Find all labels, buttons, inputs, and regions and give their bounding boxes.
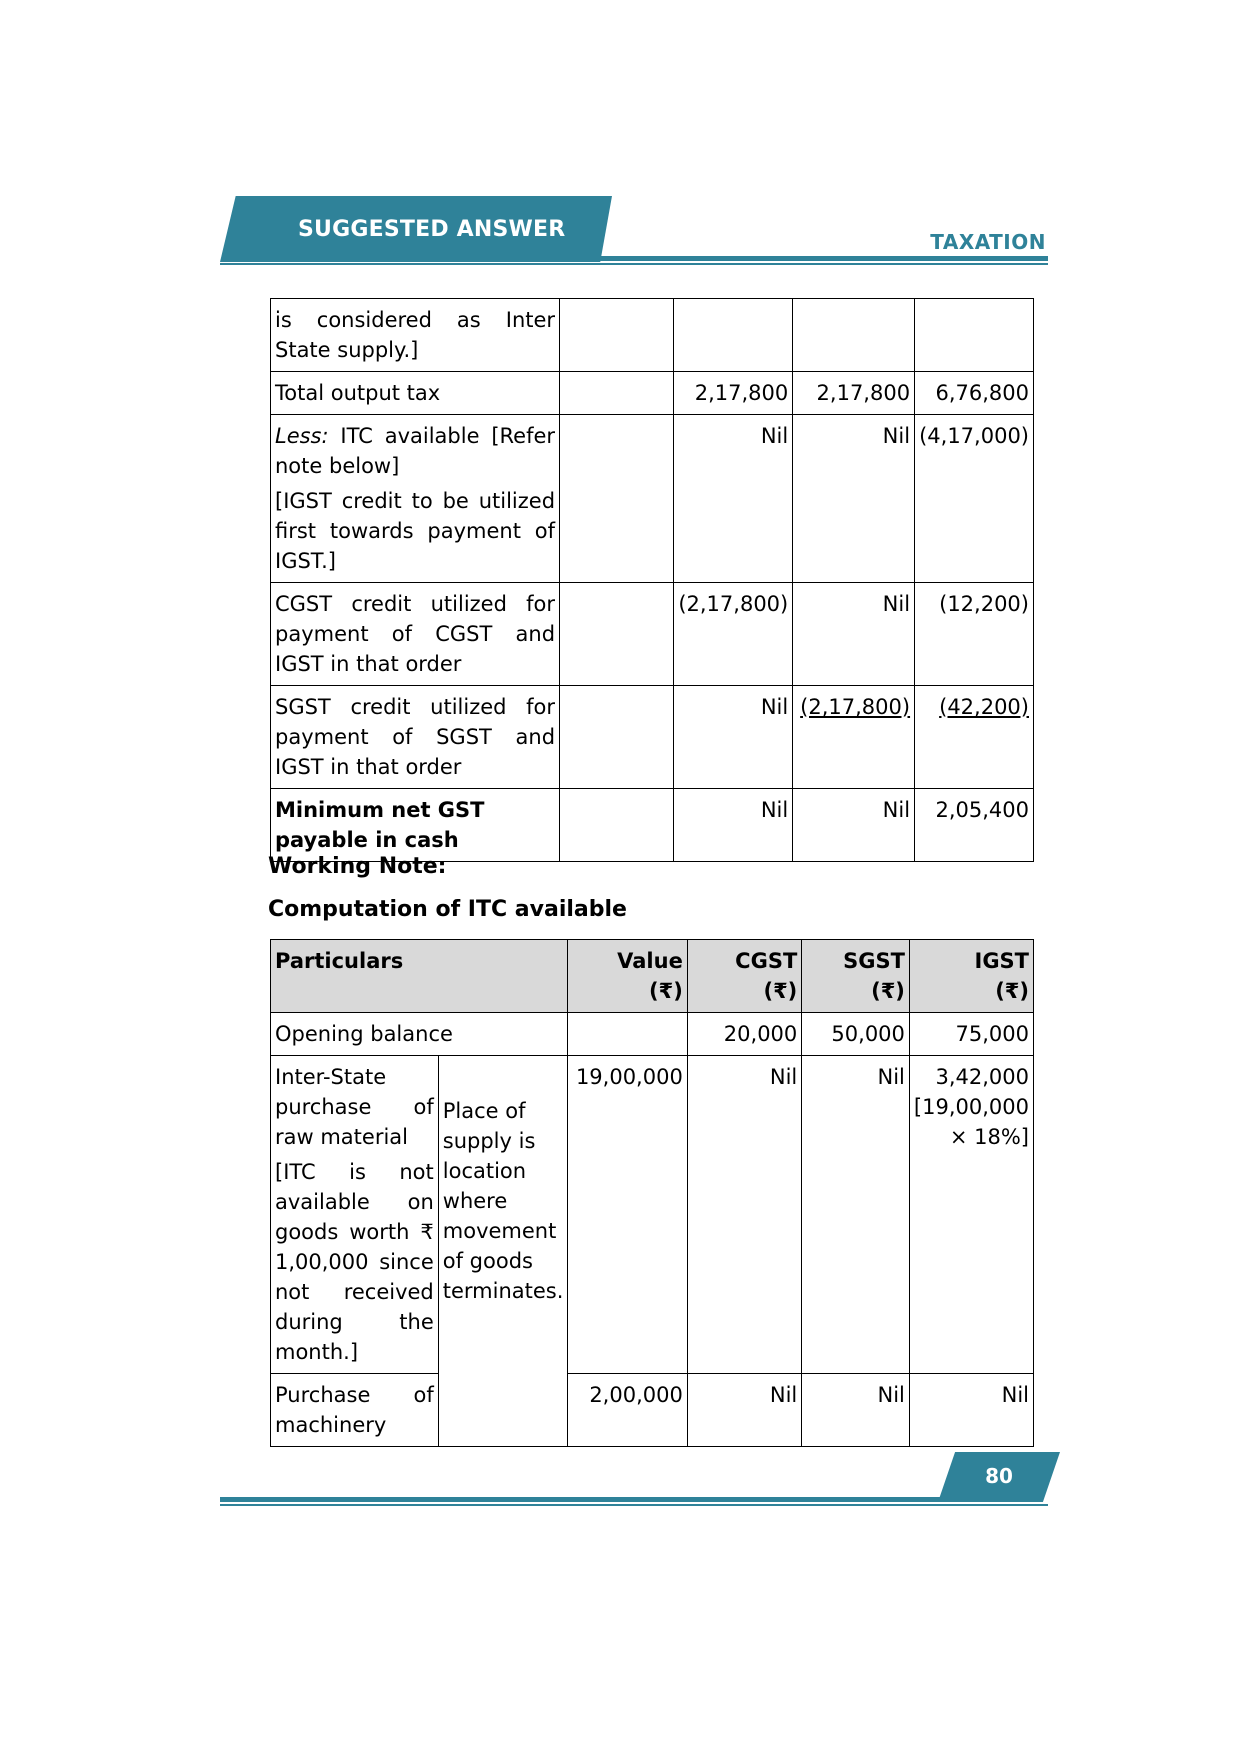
cgst-cell: Nil [687,1374,801,1447]
cgst-cell: Nil [674,686,793,789]
header-rule-thin [220,263,1048,265]
page-number: 80 [985,1464,1013,1488]
sgst-cell: (2,17,800) [793,686,915,789]
cgst-cell: Nil [674,415,793,583]
igst-cell: (12,200) [915,583,1034,686]
row-label: is considered as Inter State supply.] [271,299,560,372]
header-title: SUGGESTED ANSWER [298,217,566,242]
footer-rule-thin [220,1504,1048,1506]
sgst-cell: Nil [793,583,915,686]
value-cell [560,299,674,372]
row-label: Opening balance [271,1013,568,1056]
sgst-cell: Nil [793,415,915,583]
row-label-cell [271,1056,439,1374]
igst-cell: (4,17,000) [915,415,1034,583]
value-cell [560,415,674,583]
header-igst: IGST (₹) [909,940,1033,1013]
table-row [271,415,1034,583]
computation-heading: Computation of ITC available [268,897,627,922]
table-row [271,299,1034,372]
row-note: [ITC is not available on goods worth ₹ 1,00,000 since not received during the month.] [275,1160,434,1364]
table-row [271,372,1034,415]
sgst-cell: Nil [802,1374,910,1447]
igst-cell: 2,05,400 [915,789,1034,862]
row-label-cell [271,415,560,583]
igst-cell: (42,200) [915,686,1034,789]
sgst-cell [793,299,915,372]
row-note: [IGST credit to be utilized first towards payment of IGST.] [275,489,556,573]
sgst-cell: 50,000 [802,1013,910,1056]
value-cell [560,686,674,789]
header-cgst: CGST (₹) [687,940,801,1013]
value-cell: 2,00,000 [568,1374,687,1447]
row-label: Total output tax [271,372,560,415]
cgst-cell: Nil [674,789,793,862]
table-row [271,583,1034,686]
row-label: Inter-State purchase of raw material [275,1065,434,1149]
igst-cell: 75,000 [909,1013,1033,1056]
sgst-cell: 2,17,800 [793,372,915,415]
igst-cell: Nil [909,1374,1033,1447]
footer-rule [220,1497,960,1502]
header-rule [600,256,1048,261]
value-cell: 19,00,000 [568,1056,687,1374]
row-label [275,421,555,481]
sgst-cell: Nil [802,1056,910,1374]
place-of-supply-note: Place of supply is location where movement of goods terminates. [438,1056,568,1447]
value-cell [568,1013,687,1056]
value-cell [560,583,674,686]
value-cell [560,789,674,862]
sgst-cell: Nil [793,789,915,862]
row-label: Minimum net GST payable in cash [271,789,560,862]
cgst-cell: (2,17,800) [674,583,793,686]
value-cell [560,372,674,415]
cgst-cell: 2,17,800 [674,372,793,415]
cgst-cell: Nil [687,1056,801,1374]
cgst-cell [674,299,793,372]
table-row [271,1056,1034,1374]
gst-liability-table [270,298,1034,862]
igst-cell: 6,76,800 [915,372,1034,415]
working-note-heading: Working Note: [268,854,447,879]
table-row [271,1374,1034,1447]
less-prefix: Less: [275,424,329,448]
row-label: SGST credit utilized for payment of SGST and IGST in that order [271,686,560,789]
igst-cell: 3,42,000 [19,00,000 × 18%] [909,1056,1033,1374]
itc-computation-table [270,939,1034,1447]
row-label-text: ITC available [Refer note below] [275,424,556,478]
table-header-row [271,940,1034,1013]
header-value: Value (₹) [568,940,687,1013]
table-row [271,1013,1034,1056]
header-subject: TAXATION [930,230,1046,254]
igst-cell [915,299,1034,372]
cgst-cell: 20,000 [687,1013,801,1056]
header-sgst: SGST (₹) [802,940,910,1013]
row-label: CGST credit utilized for payment of CGST and IGST in that order [271,583,560,686]
igst-calc-note: [19,00,000 × 18%] [913,1095,1029,1149]
row-label: Purchase of machinery [271,1374,439,1447]
header-particulars: Particulars [271,940,568,1013]
table-row [271,789,1034,862]
table-row [271,686,1034,789]
